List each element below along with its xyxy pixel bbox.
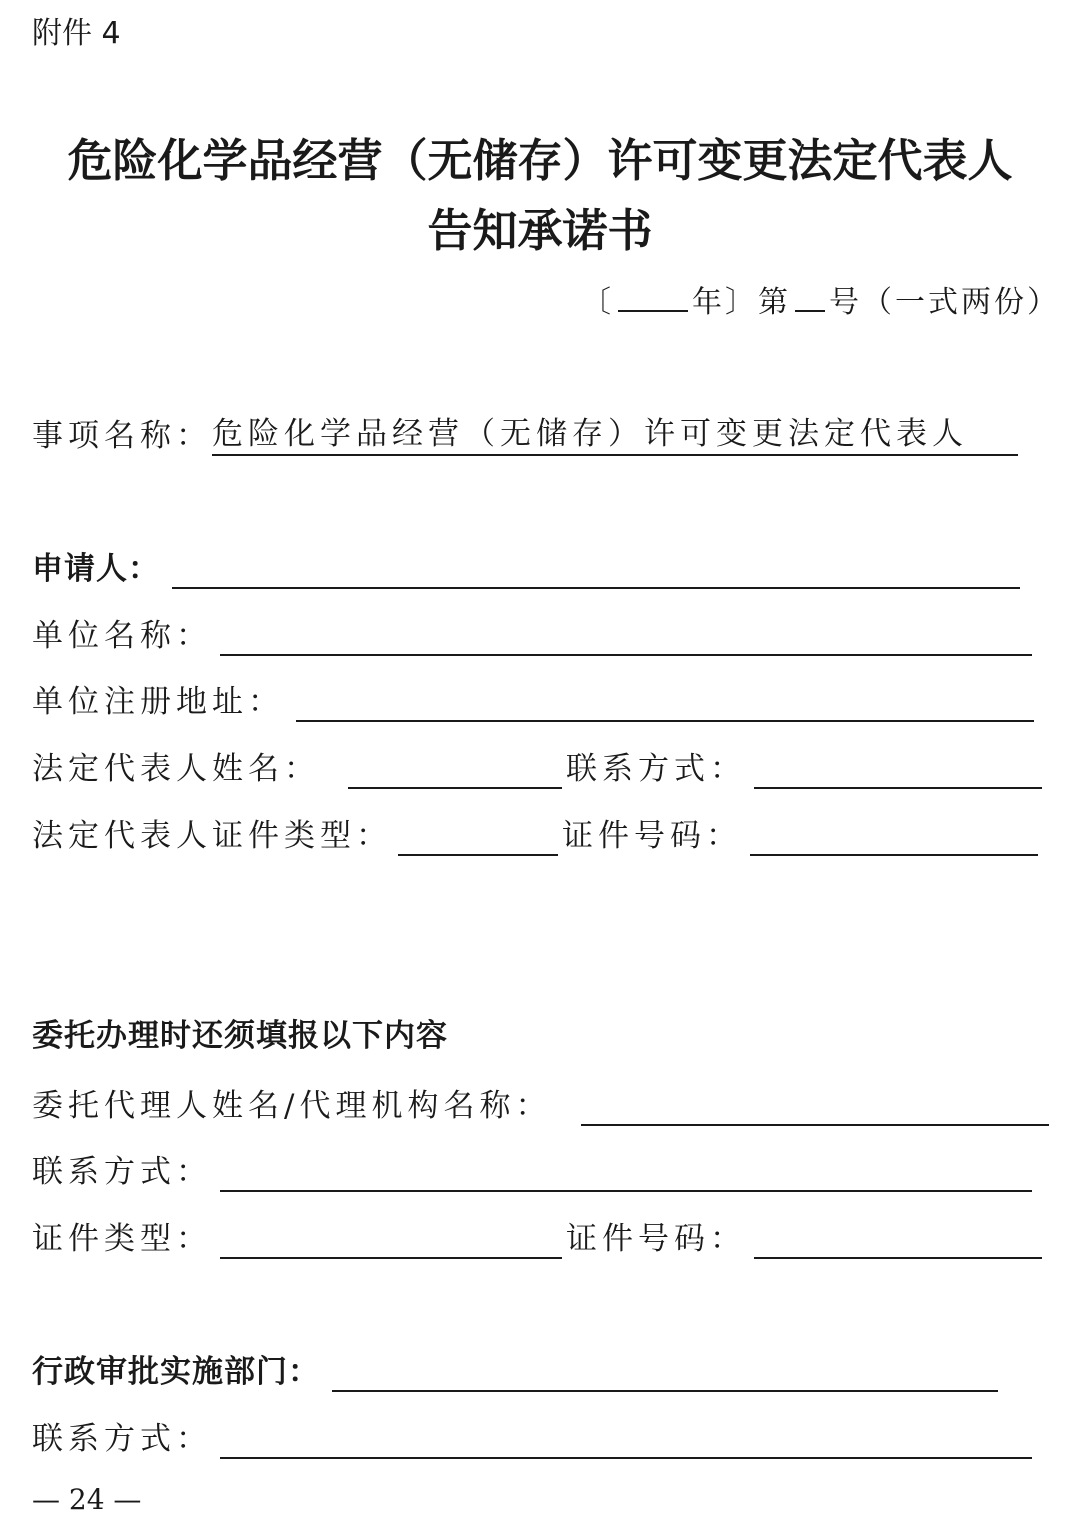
agent-name-field[interactable] [581, 1086, 1049, 1126]
agent-contact-row [32, 1148, 1032, 1192]
attachment-label: 附件 4 [32, 16, 121, 51]
serial-year-suffix: 年〕第 [692, 285, 791, 320]
legal-rep-id-type-label: 法定代表人证件类型： [32, 818, 392, 854]
unit-address-field[interactable] [296, 682, 1034, 722]
serial-number-suffix: 号（一式两份） [829, 285, 1060, 320]
agent-id-number-label: 证件号码： [566, 1221, 746, 1257]
matter-value: 危险化学品经营（无储存）许可变更法定代表人 [212, 414, 1018, 456]
unit-address-label: 单位注册地址： [32, 684, 284, 720]
agent-contact-label: 联系方式： [32, 1154, 212, 1190]
agent-id-type-field[interactable] [220, 1219, 562, 1259]
legal-rep-name-field[interactable] [348, 749, 562, 789]
legal-rep-id-row [32, 812, 1038, 856]
department-contact-field[interactable] [220, 1419, 1032, 1459]
agent-name-row [32, 1082, 1049, 1126]
page-number: — 24 — [32, 1483, 142, 1516]
legal-rep-id-number-label: 证件号码： [562, 818, 742, 854]
agent-name-label: 委托代理人姓名/代理机构名称： [32, 1088, 552, 1124]
matter-label: 事项名称： [32, 418, 212, 454]
serial-number-line [581, 280, 1060, 323]
agent-id-row [32, 1215, 1042, 1259]
agent-id-number-field[interactable] [754, 1219, 1042, 1259]
legal-rep-row [32, 745, 1042, 789]
agent-contact-field[interactable] [220, 1152, 1032, 1192]
agent-id-type-label: 证件类型： [32, 1221, 212, 1257]
department-contact-row [32, 1415, 1032, 1459]
department-row [32, 1348, 998, 1392]
unit-name-row [32, 612, 1032, 656]
agent-section-heading: 委托办理时还须填报以下内容 [32, 1018, 448, 1054]
unit-address-row [32, 678, 1034, 722]
serial-open-bracket: 〔 [581, 285, 614, 320]
department-heading: 行政审批实施部门： [32, 1354, 320, 1390]
department-field[interactable] [332, 1352, 998, 1392]
year-blank[interactable] [618, 280, 688, 312]
applicant-heading: 申请人： [32, 551, 160, 587]
legal-rep-contact-label: 联系方式： [566, 751, 746, 787]
number-blank[interactable] [795, 280, 825, 312]
matter-row [32, 412, 1018, 456]
legal-rep-contact-field[interactable] [754, 749, 1042, 789]
legal-rep-id-number-field[interactable] [750, 816, 1038, 856]
document-title-line-1: 危险化学品经营（无储存）许可变更法定代表人 [67, 134, 1013, 187]
applicant-row [32, 545, 1020, 589]
document-title-line-2: 告知承诺书 [427, 204, 653, 257]
department-contact-label: 联系方式： [32, 1421, 212, 1457]
unit-name-field[interactable] [220, 616, 1032, 656]
unit-name-label: 单位名称： [32, 618, 212, 654]
legal-rep-name-label: 法定代表人姓名： [32, 751, 320, 787]
legal-rep-id-type-field[interactable] [398, 816, 558, 856]
applicant-field[interactable] [172, 549, 1020, 589]
